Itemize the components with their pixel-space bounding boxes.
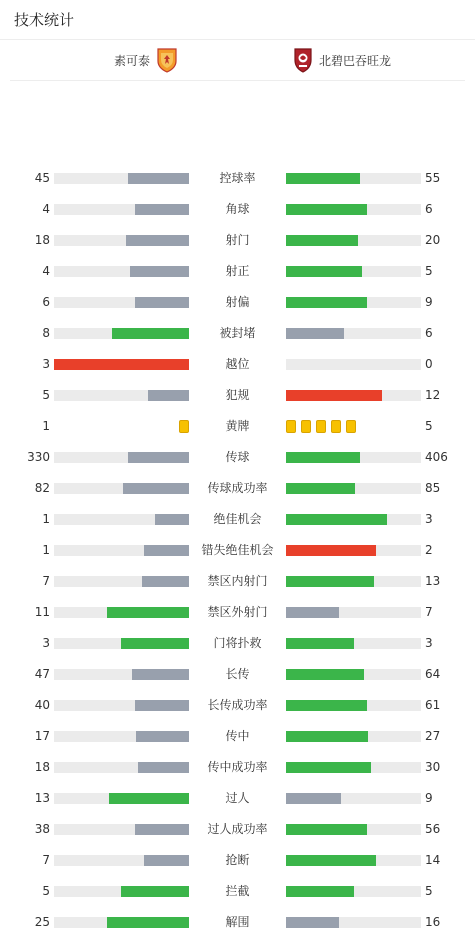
home-stat-bar-fill [142,576,189,587]
home-stat-value: 5 [42,884,50,898]
away-stat-bar-fill [286,266,362,277]
away-stat-bar [286,576,421,587]
home-stat-bar-fill [130,266,189,277]
away-stat-bar-fill [286,793,341,804]
home-stat-bar-fill [121,886,189,897]
home-stat-bar-fill [138,762,189,773]
away-stat-value: 14 [425,853,441,867]
home-stat-bar-fill [148,390,189,401]
away-stat-value: 5 [425,419,433,433]
home-stat-value: 7 [42,853,50,867]
away-stat-bar-fill [286,514,387,525]
away-yellow-cards [286,420,361,433]
stat-row [0,814,475,845]
home-stat-bar [54,266,189,277]
away-team[interactable] [292,47,391,73]
away-stat-value: 6 [425,326,433,340]
home-stat-value: 1 [42,512,50,526]
home-stat-bar [54,731,189,742]
home-stat-bar [54,297,189,308]
stat-row [0,628,475,659]
away-stat-bar-fill [286,731,368,742]
home-stat-bar [54,793,189,804]
home-stat-bar-fill [54,359,189,370]
stat-label: 被封堵 [219,326,256,340]
away-stat-bar [286,545,421,556]
home-stat-bar [54,700,189,711]
away-stat-bar-fill [286,545,376,556]
home-stat-value: 40 [34,698,50,712]
home-stat-bar [54,359,189,370]
stat-row [0,473,475,504]
stat-row [0,194,475,225]
stat-row [0,349,475,380]
sukhothai-crest-icon [156,47,178,73]
stat-label: 抢断 [225,853,250,867]
away-stat-bar-fill [286,576,374,587]
home-stat-value: 47 [34,667,50,681]
away-stat-bar-fill [286,328,344,339]
stat-label: 拦截 [225,884,250,898]
away-stat-bar-fill [286,824,367,835]
away-stat-value: 13 [425,574,441,588]
away-stat-bar-fill [286,204,367,215]
yellow-card-icon [286,420,296,433]
stat-row [0,380,475,411]
stat-row [0,845,475,876]
away-stat-value: 6 [425,202,433,216]
away-stat-bar-fill [286,607,339,618]
home-stat-value: 18 [34,760,50,774]
yellow-card-icon [346,420,356,433]
stat-row [0,504,475,535]
away-stat-value: 61 [425,698,441,712]
away-stat-bar [286,390,421,401]
stat-label: 射门 [225,233,250,247]
stat-row [0,876,475,907]
home-stat-bar-fill [107,607,189,618]
away-stat-bar [286,452,421,463]
away-stat-value: 20 [425,233,441,247]
away-stat-value: 9 [425,791,433,805]
stat-row [0,535,475,566]
away-stat-bar [286,328,421,339]
home-stat-value: 17 [34,729,50,743]
home-stat-bar-fill [121,638,189,649]
home-stat-bar-fill [135,297,189,308]
stat-label: 门将扑救 [213,636,262,650]
home-stat-bar-fill [135,824,189,835]
home-stat-bar-fill [112,328,189,339]
home-stat-bar-fill [144,545,189,556]
yellow-card-icon [316,420,326,433]
away-stat-bar [286,793,421,804]
home-stat-bar [54,173,189,184]
home-stat-bar-fill [128,452,189,463]
away-stat-bar-fill [286,855,376,866]
home-stat-value: 4 [42,264,50,278]
home-stat-value: 18 [34,233,50,247]
away-stat-bar-fill [286,886,354,897]
home-stat-value: 45 [34,171,50,185]
stat-row [0,597,475,628]
stat-label: 传中成功率 [207,760,268,774]
home-stat-value: 1 [42,543,50,557]
yellow-card-icon [301,420,311,433]
away-stat-bar [286,297,421,308]
away-stat-value: 3 [425,512,433,526]
away-stat-value: 0 [425,357,433,371]
away-stat-bar [286,638,421,649]
away-stat-value: 5 [425,884,433,898]
home-stat-bar-fill [144,855,189,866]
home-stat-bar-fill [123,483,189,494]
home-stat-value: 8 [42,326,50,340]
home-stat-bar [54,638,189,649]
away-stat-value: 55 [425,171,441,185]
stat-label: 控球率 [219,171,256,185]
away-stat-value: 7 [425,605,433,619]
home-stat-value: 330 [27,450,50,464]
home-stat-bar [54,824,189,835]
stat-row [0,907,475,938]
away-stat-value: 85 [425,481,441,495]
home-stat-bar [54,762,189,773]
home-stat-bar [54,483,189,494]
home-stat-bar [54,917,189,928]
stat-row [0,721,475,752]
away-stat-bar-fill [286,638,354,649]
home-stat-value: 7 [42,574,50,588]
away-stat-bar-fill [286,173,360,184]
stat-label: 传中 [225,729,250,743]
stat-label: 黄牌 [225,419,250,433]
away-stat-value: 12 [425,388,441,402]
stats-header [0,0,475,40]
stat-row [0,411,475,442]
away-stat-bar-fill [286,235,358,246]
stat-row [0,566,475,597]
home-stat-value: 38 [34,822,50,836]
stat-label: 过人成功率 [207,822,268,836]
away-stat-value: 16 [425,915,441,929]
home-stat-bar [54,607,189,618]
home-stat-bar-fill [109,793,189,804]
away-stat-bar-fill [286,390,382,401]
away-stat-value: 2 [425,543,433,557]
home-stat-bar [54,886,189,897]
away-stat-value: 3 [425,636,433,650]
home-stat-bar [54,669,189,680]
away-stat-value: 5 [425,264,433,278]
stat-row [0,442,475,473]
stat-label: 射正 [225,264,250,278]
stat-label: 传球成功率 [207,481,268,495]
home-stat-bar-fill [128,173,189,184]
home-stat-bar [54,390,189,401]
home-stat-bar-fill [136,731,189,742]
stat-label: 犯规 [225,388,250,402]
home-stat-value: 4 [42,202,50,216]
stat-row [0,287,475,318]
home-stat-bar-fill [155,514,189,525]
away-stat-bar-fill [286,700,367,711]
home-stat-value: 1 [42,419,50,433]
away-stat-bar [286,483,421,494]
home-stat-value: 5 [42,388,50,402]
home-team[interactable] [114,47,178,73]
stat-label: 越位 [225,357,250,371]
away-stat-value: 9 [425,295,433,309]
stat-label: 绝佳机会 [213,512,262,526]
away-stat-bar [286,514,421,525]
page-title: 技术统计 [14,11,75,29]
home-stat-bar [54,204,189,215]
stat-row [0,318,475,349]
away-stat-bar [286,235,421,246]
away-stat-bar-fill [286,669,364,680]
home-stat-bar [54,452,189,463]
home-stat-value: 6 [42,295,50,309]
home-stat-value: 82 [34,481,50,495]
stat-label: 解围 [225,915,250,929]
stat-row [0,225,475,256]
away-stat-value: 64 [425,667,441,681]
away-stat-bar [286,855,421,866]
away-stat-bar [286,731,421,742]
away-stat-bar [286,762,421,773]
home-yellow-cards [174,420,189,433]
away-stat-bar [286,824,421,835]
home-stat-bar [54,514,189,525]
stat-label: 长传成功率 [207,698,268,712]
home-team-name: 素可泰 [113,53,150,68]
away-stat-bar-fill [286,917,339,928]
away-stat-bar [286,917,421,928]
away-stat-value: 27 [425,729,441,743]
home-stat-bar-fill [132,669,189,680]
stat-row [0,690,475,721]
home-stat-bar-fill [135,700,189,711]
home-stat-bar-fill [126,235,189,246]
teams-row [10,40,465,81]
away-team-name: 北碧巴吞旺龙 [319,53,392,68]
home-stat-value: 11 [34,605,50,619]
away-stat-bar-fill [286,483,355,494]
away-stat-value: 30 [425,760,441,774]
away-stat-bar [286,359,421,370]
away-stat-bar [286,669,421,680]
home-stat-value: 25 [34,915,50,929]
stat-label: 禁区外射门 [207,605,268,619]
away-stat-value: 406 [425,450,448,464]
stat-label: 角球 [225,202,250,216]
stat-label: 长传 [225,667,250,681]
away-stat-value: 56 [425,822,441,836]
stat-row [0,163,475,194]
home-stat-value: 3 [42,357,50,371]
away-stat-bar [286,886,421,897]
home-stat-bar [54,328,189,339]
kanchanaburi-crest-icon [292,47,314,73]
stat-row [0,659,475,690]
stat-label: 射偏 [225,295,250,309]
home-stat-value: 13 [34,791,50,805]
home-stat-bar [54,235,189,246]
yellow-card-icon [179,420,189,433]
away-stat-bar-fill [286,762,371,773]
home-stat-bar-fill [135,204,189,215]
stat-label: 错失绝佳机会 [201,543,274,557]
home-stat-bar [54,576,189,587]
stat-row [0,256,475,287]
away-stat-bar [286,607,421,618]
stat-row [0,752,475,783]
away-stat-bar-fill [286,297,367,308]
home-stat-value: 3 [42,636,50,650]
away-stat-bar [286,173,421,184]
home-stat-bar-fill [107,917,189,928]
away-stat-bar [286,700,421,711]
stat-row [0,783,475,814]
stat-label: 传球 [225,450,250,464]
home-stat-bar [54,855,189,866]
yellow-card-icon [331,420,341,433]
away-stat-bar [286,204,421,215]
stat-label: 过人 [225,791,250,805]
stat-label: 禁区内射门 [207,574,268,588]
away-stat-bar [286,266,421,277]
away-stat-bar-fill [286,452,360,463]
home-stat-bar [54,545,189,556]
